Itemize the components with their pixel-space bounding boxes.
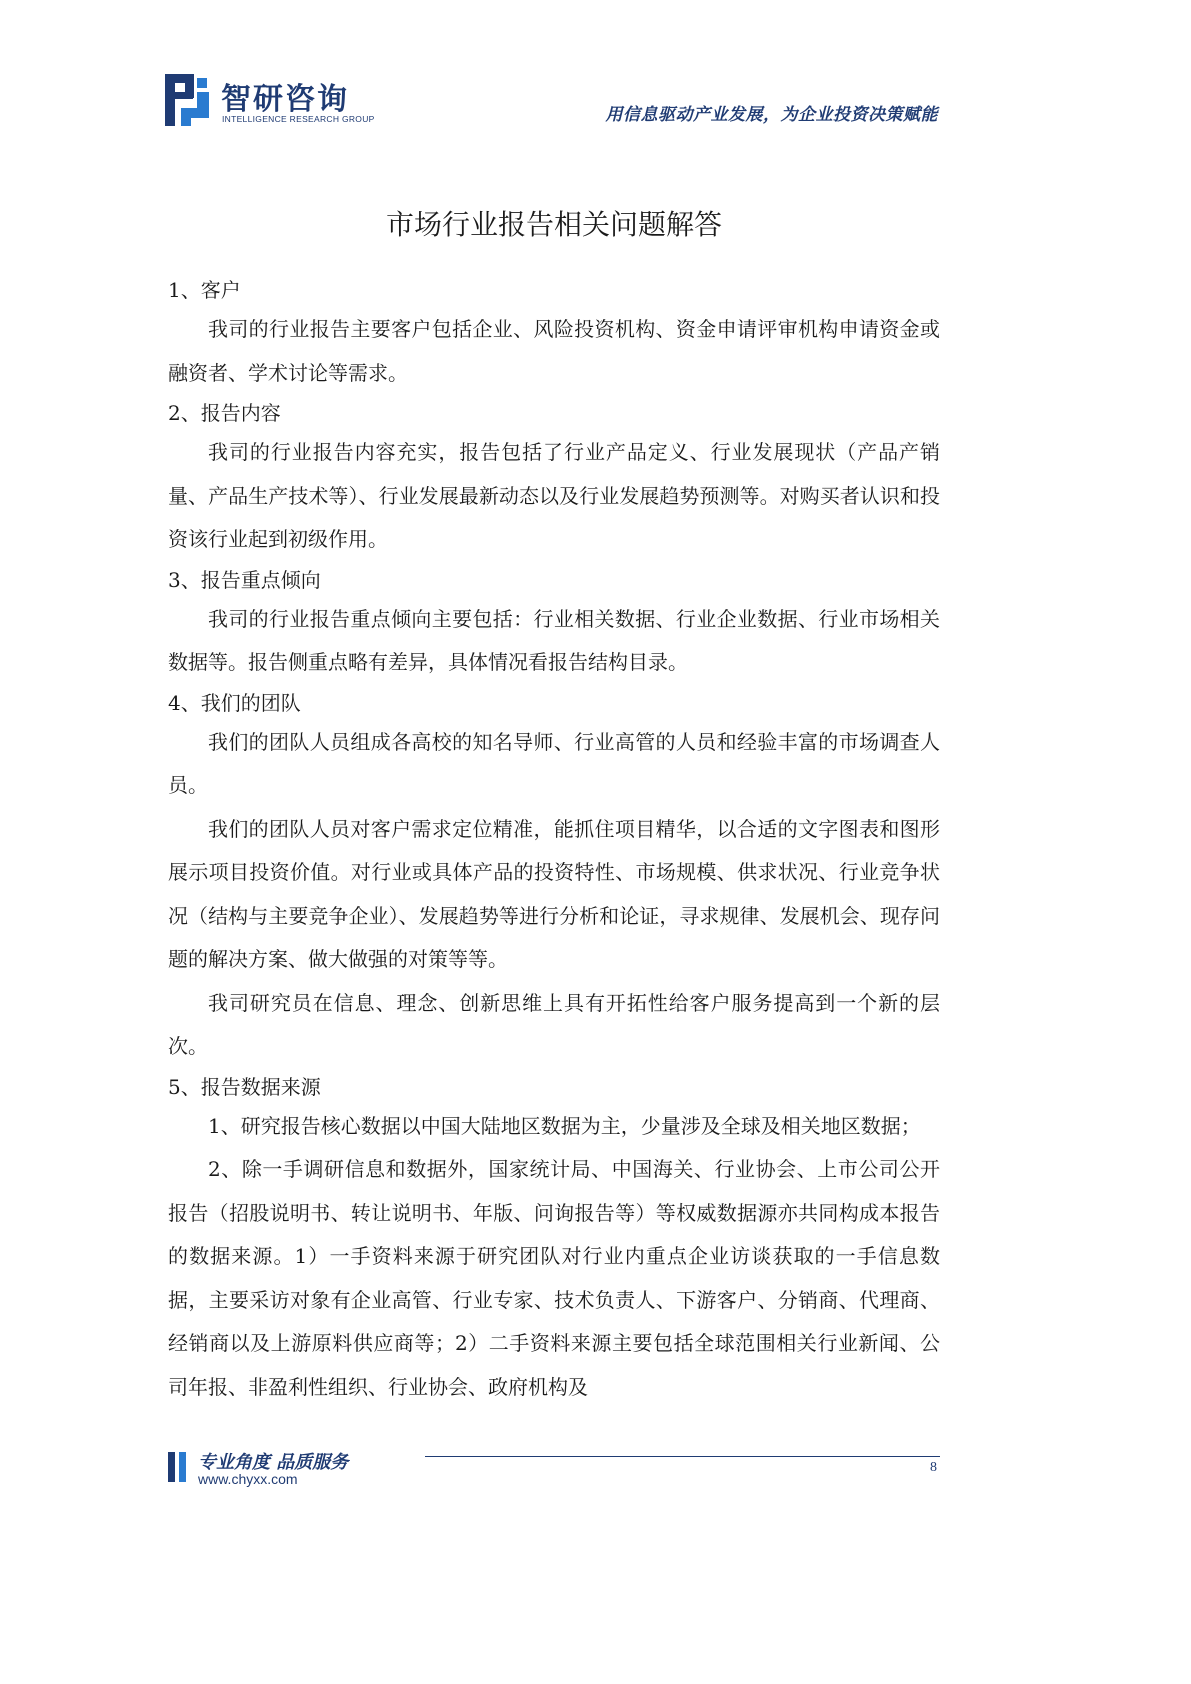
logo-mark-icon (165, 74, 211, 126)
section-report-focus (168, 562, 940, 685)
document-body (168, 200, 940, 1409)
footer-divider (425, 1456, 940, 1457)
paragraph: 我们的团队人员对客户需求定位精准，能抓住项目精华，以合适的文字图表和图形展示项目投资价值。对行业或具体产品的投资特性、市场规模、供求状况、行业竞争状况（结构与主要竞争企业）、发展趋势等进行分析和论证，寻求规律、发展机会、现存问题的解决方案、做大做强的对策等等。 (168, 816, 940, 971)
page-number: 8 (930, 1460, 937, 1475)
paragraph: 我司研究员在信息、理念、创新思维上具有开拓性给客户服务提高到一个新的层次。 (168, 990, 940, 1058)
company-logo (165, 74, 375, 130)
logo-chinese-name: 智研咨询 (221, 82, 349, 117)
paragraph: 1、研究报告核心数据以中国大陆地区数据为主，少量涉及全球及相关地区数据； (208, 1113, 921, 1138)
section-data-sources (168, 1069, 940, 1410)
section-heading: 3、报告重点倾向 (168, 567, 321, 592)
paragraph: 我们的团队人员组成各高校的知名导师、行业高管的人员和经验丰富的市场调查人员。 (168, 729, 940, 797)
section-report-content (168, 395, 940, 562)
paragraph: 2、除一手调研信息和数据外，国家统计局、中国海关、行业协会、上市公司公开报告（招股说明书、转让说明书、年版、问询报告等）等权威数据源亦共同构成本报告的数据来源。1）一手资料来源于研究团队对行业内重点企业访谈获取的一手信息数据，主要采访对象有企业高管、行业专家、技术负责人、下游客户、分销商、代理商、经销商以及上游原料供应商等；2）二手资料来源主要包括全球范围相关行业新闻、公司年报、非盈利性组织、行业协会、政府机构及 (168, 1157, 940, 1399)
section-heading: 1、客户 (168, 278, 241, 302)
page-header (0, 0, 1100, 150)
section-our-team (168, 685, 940, 1069)
section-heading: 2、报告内容 (168, 401, 281, 425)
footer-slogan: 专业角度 品质服务 (198, 1452, 349, 1473)
section-heading: 4、我们的团队 (168, 690, 301, 715)
page-footer (0, 1440, 1100, 1500)
footer-logo-bars-icon (168, 1452, 190, 1482)
header-slogan: 用信息驱动产业发展，为企业投资决策赋能 (605, 105, 938, 125)
section-customers (168, 272, 940, 395)
paragraph: 我司的行业报告重点倾向主要包括：行业相关数据、行业企业数据、行业市场相关数据等。报告侧重点略有差异，具体情况看报告结构目录。 (168, 606, 940, 674)
section-heading: 5、报告数据来源 (168, 1074, 321, 1099)
paragraph: 我司的行业报告内容充实，报告包括了行业产品定义、行业发展现状（产品产销量、产品生产技术等）、行业发展最新动态以及行业发展趋势预测等。对购买者认识和投资该行业起到初级作用。 (168, 440, 940, 551)
paragraph: 我司的行业报告主要客户包括企业、风险投资机构、资金申请评审机构申请资金或融资者、学术讨论等需求。 (168, 317, 940, 385)
document-title: 市场行业报告相关问题解答 (385, 208, 722, 241)
logo-english-name: INTELLIGENCE RESEARCH GROUP (222, 114, 375, 124)
footer-website-url: www.chyxx.com (198, 1471, 298, 1487)
